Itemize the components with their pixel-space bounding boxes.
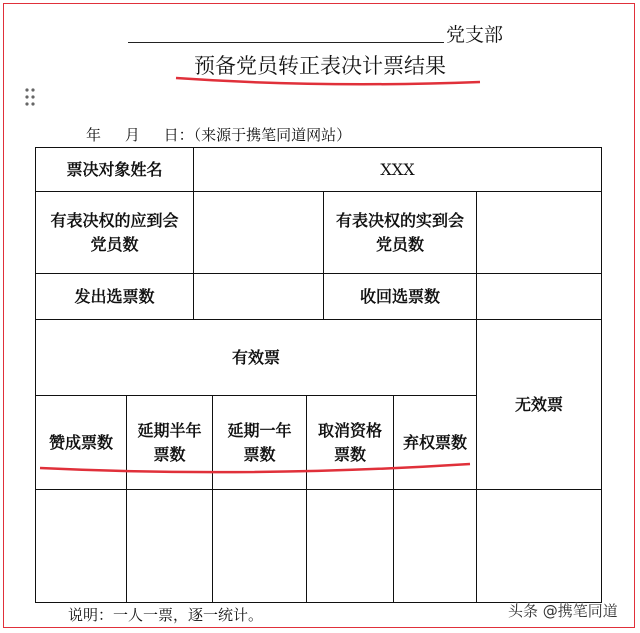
abstain-votes-header: 弃权票数 [402, 432, 467, 452]
extend-half-year-header: 延期半年票数 [137, 421, 202, 464]
extend-one-year-value[interactable] [213, 490, 306, 602]
invalid-votes-value[interactable] [477, 490, 601, 602]
extend-one-year-header: 延期一年票数 [227, 421, 292, 464]
present-members-value[interactable] [477, 192, 601, 273]
target-name-label: 票决对象姓名 [66, 159, 163, 179]
branch-suffix: 党支部 [446, 24, 504, 46]
title-underline-annotation [176, 78, 480, 84]
cancel-qualification-header: 取消资格票数 [317, 421, 382, 464]
document-title: 预备党员转正表决计票结果 [194, 54, 446, 78]
valid-votes-header: 有效票 [231, 347, 280, 367]
extend-half-year-value[interactable] [127, 490, 212, 602]
abstain-votes-value[interactable] [394, 490, 476, 602]
footnote: 说明：一人一票，逐一统计。 [68, 606, 264, 624]
ballots-issued-value[interactable] [194, 274, 323, 319]
present-members-label: 有表决权的实到会党员数 [335, 211, 464, 254]
entitled-members-value[interactable] [194, 192, 323, 273]
invalid-votes-header: 无效票 [514, 394, 563, 414]
date-line: 年 月 日：（来源于携笔同道网站） [86, 126, 352, 144]
approve-votes-value[interactable] [36, 490, 126, 602]
ballots-issued-label: 发出选票数 [74, 286, 155, 306]
ballots-collected-value[interactable] [477, 274, 601, 319]
approve-votes-header: 赞成票数 [48, 432, 113, 452]
cancel-qualification-value[interactable] [307, 490, 393, 602]
target-name-value[interactable]: XXX [380, 159, 415, 179]
watermark: 头条 @携笔同道 [508, 602, 618, 620]
ballots-collected-label: 收回选票数 [359, 286, 440, 306]
entitled-members-label: 有表决权的应到会党员数 [50, 211, 179, 254]
